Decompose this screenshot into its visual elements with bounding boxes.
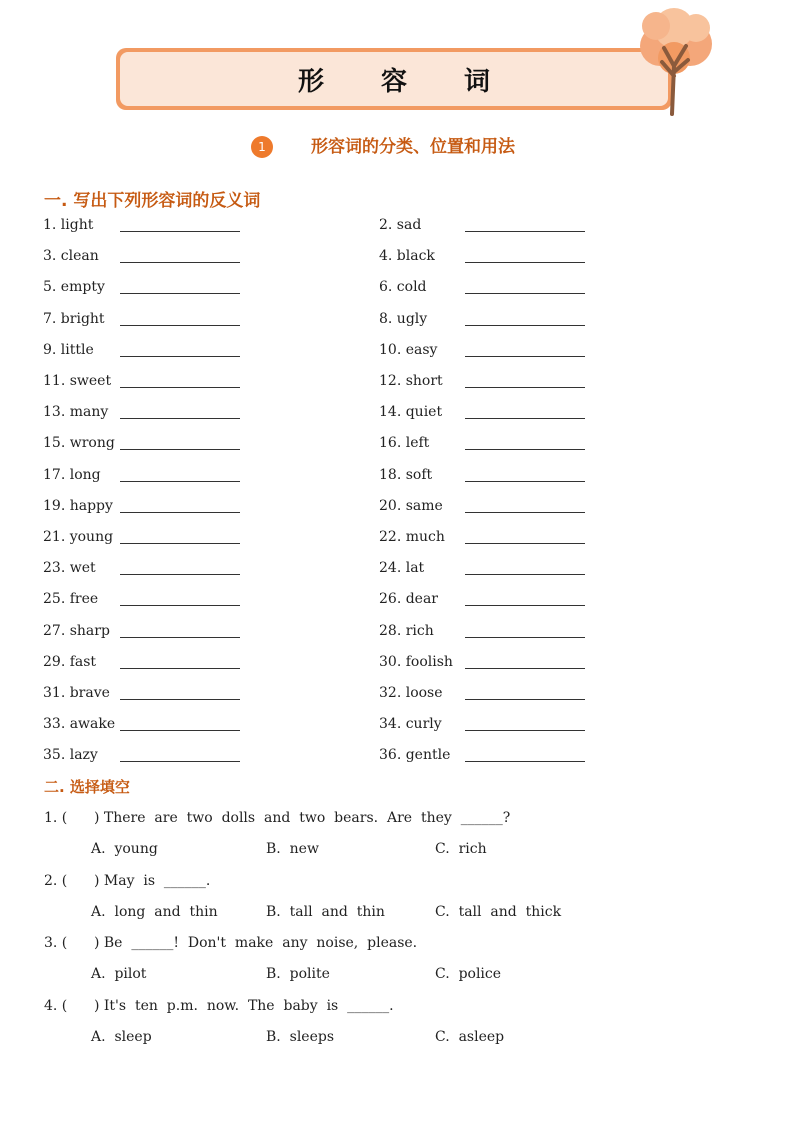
question-text: 3. ( ) Be ______! Don't make any noise, please.	[44, 935, 418, 951]
word-label: 36. gentle	[379, 747, 451, 764]
answer-blank[interactable]	[120, 481, 240, 482]
option-a: A. long and thin	[91, 903, 218, 920]
answer-blank[interactable]	[465, 761, 585, 762]
title-banner-inner	[120, 52, 668, 106]
word-label: 18. soft	[379, 466, 433, 483]
option-a: A. sleep	[91, 1028, 152, 1045]
answer-blank[interactable]	[120, 262, 240, 263]
list-item	[0, 339, 794, 361]
option-c: C. tall and thick	[435, 903, 562, 920]
answer-blank[interactable]	[120, 512, 240, 513]
answer-blank[interactable]	[465, 637, 585, 638]
list-item	[0, 464, 794, 486]
answer-blank[interactable]	[120, 418, 240, 419]
list-item	[0, 682, 794, 704]
answer-blank[interactable]	[120, 574, 240, 575]
answer-blank[interactable]	[120, 543, 240, 544]
word-label: 32. loose	[379, 685, 443, 701]
word-label: 11. sweet	[43, 373, 112, 389]
word-label: 14. quiet	[379, 404, 443, 421]
answer-blank[interactable]	[465, 512, 585, 513]
option-a: A. young	[91, 841, 158, 857]
title-banner	[116, 48, 672, 110]
answer-blank[interactable]	[465, 387, 585, 388]
word-label: 1. light	[43, 217, 94, 233]
word-label: 2. sad	[379, 217, 422, 233]
word-label: 27. sharp	[43, 622, 110, 639]
word-label: 28. rich	[379, 622, 434, 639]
list-item	[0, 744, 794, 766]
word-label: 26. dear	[379, 591, 439, 608]
answer-blank[interactable]	[120, 637, 240, 638]
answer-blank[interactable]	[465, 231, 585, 232]
list-item	[0, 276, 794, 298]
list-item	[0, 401, 794, 423]
answer-blank[interactable]	[120, 668, 240, 669]
answer-blank[interactable]	[120, 449, 240, 450]
question-text: 2. ( ) May is ______.	[44, 872, 211, 889]
answer-blank[interactable]	[465, 418, 585, 419]
list-item	[0, 557, 794, 579]
answer-blank[interactable]	[120, 325, 240, 326]
word-label: 34. curly	[379, 716, 442, 733]
subtitle-text: 形容词的分类、位置和用法	[311, 137, 515, 157]
list-item	[0, 713, 794, 735]
word-label: 8. ugly	[379, 310, 428, 327]
answer-blank[interactable]	[120, 231, 240, 232]
word-label: 7. bright	[43, 310, 105, 327]
word-label: 23. wet	[43, 560, 96, 577]
list-item	[0, 651, 794, 673]
answer-blank[interactable]	[465, 699, 585, 700]
answer-blank[interactable]	[465, 356, 585, 357]
answer-blank[interactable]	[120, 605, 240, 606]
answer-blank[interactable]	[465, 543, 585, 544]
word-label: 13. many	[43, 404, 109, 421]
question-text: 4. ( ) It's ten p.m. now. The baby is ______.	[44, 997, 394, 1014]
word-label: 9. little	[43, 341, 94, 358]
answer-blank[interactable]	[465, 325, 585, 326]
option-b: B. tall and thin	[266, 903, 385, 920]
list-item	[0, 245, 794, 267]
answer-blank[interactable]	[465, 668, 585, 669]
word-label: 25. free	[43, 591, 99, 608]
section1-heading: 一. 写出下列形容词的反义词	[44, 191, 261, 211]
word-label: 33. awake	[43, 716, 116, 733]
list-item	[0, 370, 794, 392]
answer-blank[interactable]	[465, 574, 585, 575]
word-label: 5. empty	[43, 279, 105, 296]
option-a: A. pilot	[91, 966, 147, 982]
word-label: 3. clean	[43, 248, 99, 265]
answer-blank[interactable]	[465, 262, 585, 263]
word-label: 29. fast	[43, 653, 97, 670]
option-c: C. asleep	[435, 1028, 505, 1045]
subtitle-row	[0, 134, 794, 160]
answer-blank[interactable]	[120, 356, 240, 357]
word-label: 6. cold	[379, 279, 427, 296]
answer-blank[interactable]	[465, 449, 585, 450]
subtitle-badge: 1	[251, 136, 273, 158]
section2-heading: 二. 选择填空	[44, 778, 130, 796]
word-label: 22. much	[379, 529, 445, 545]
word-label: 19. happy	[43, 497, 113, 514]
answer-blank[interactable]	[120, 730, 240, 731]
answer-blank[interactable]	[465, 481, 585, 482]
answer-blank[interactable]	[120, 761, 240, 762]
answer-blank[interactable]	[120, 699, 240, 700]
word-label: 31. brave	[43, 685, 110, 701]
list-item	[0, 214, 794, 236]
question-text: 1. ( ) There are two dolls and two bears. Are they ______?	[44, 810, 511, 826]
list-item	[0, 495, 794, 517]
answer-blank[interactable]	[465, 730, 585, 731]
word-label: 10. easy	[379, 341, 438, 358]
word-label: 20. same	[379, 497, 443, 514]
answer-blank[interactable]	[120, 293, 240, 294]
word-label: 24. lat	[379, 560, 425, 577]
word-label: 4. black	[379, 248, 435, 265]
option-b: B. new	[266, 841, 319, 857]
page-title: 形 容 词	[297, 66, 515, 97]
option-c: C. rich	[435, 841, 487, 857]
list-item	[0, 620, 794, 642]
word-label: 12. short	[379, 373, 443, 389]
option-b: B. polite	[266, 966, 330, 982]
word-label: 21. young	[43, 529, 114, 545]
list-item	[0, 526, 794, 548]
answer-blank[interactable]	[120, 387, 240, 388]
option-b: B. sleeps	[266, 1028, 335, 1045]
word-label: 35. lazy	[43, 747, 98, 764]
option-c: C. police	[435, 966, 502, 982]
word-label: 16. left	[379, 435, 430, 452]
list-item	[0, 308, 794, 330]
word-label: 17. long	[43, 466, 101, 483]
word-label: 15. wrong	[43, 435, 115, 452]
list-item	[0, 588, 794, 610]
answer-blank[interactable]	[465, 605, 585, 606]
answer-blank[interactable]	[465, 293, 585, 294]
list-item	[0, 432, 794, 454]
word-label: 30. foolish	[379, 653, 453, 670]
tree-icon	[634, 6, 716, 116]
